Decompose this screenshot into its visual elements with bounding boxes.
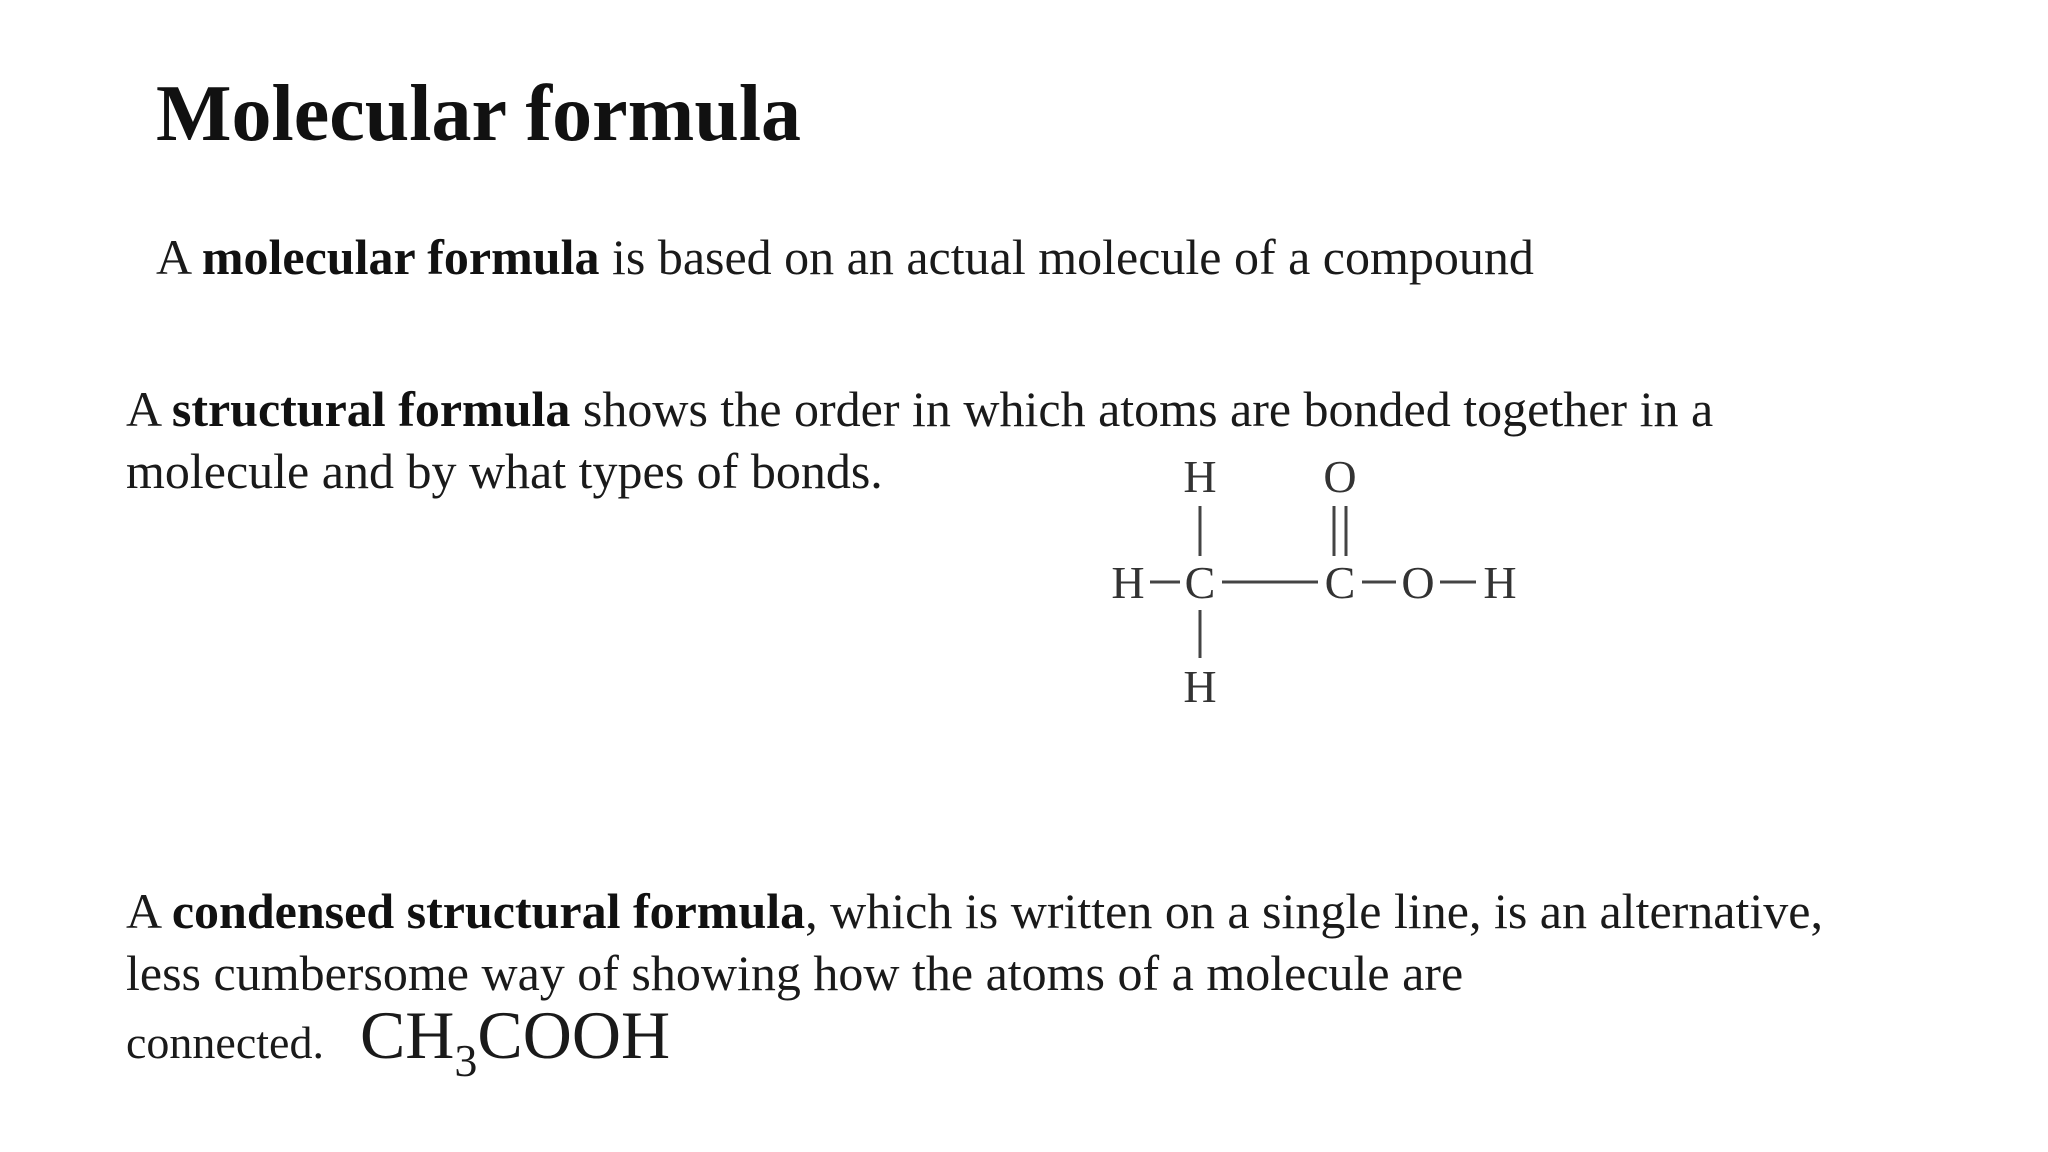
molecular-rest: is based on an actual molecule of a compound [599, 229, 1534, 285]
acetic-acid-structural-diagram [1100, 440, 1600, 720]
structural-prefix: A [126, 381, 172, 437]
formula-part-a: CH [359, 997, 455, 1073]
atom-c2: C [1324, 557, 1356, 608]
atom-h-left: H [1111, 557, 1145, 608]
molecular-formula-definition [156, 226, 1534, 288]
atom-o-right: O [1401, 557, 1435, 608]
condensed-formula-definition [126, 880, 1826, 1086]
page-title: Molecular formula [156, 70, 802, 158]
formula-subscript: 3 [454, 1035, 478, 1086]
atom-h-right: H [1483, 557, 1517, 608]
condensed-rest: , which is written on a single line, is an alternative, less cumbersome way of showing how the atoms of a molecule are [126, 883, 1823, 1001]
atom-h-bottom: H [1183, 661, 1217, 712]
condensed-formula [359, 997, 671, 1086]
structural-rest: shows the order in which atoms are bonded together in a molecule and by what types of bonds. [126, 381, 1714, 499]
atom-c1: C [1184, 557, 1216, 608]
molecular-prefix: A [156, 229, 202, 285]
atom-h-top: H [1183, 451, 1217, 502]
condensed-term: condensed structural formula [171, 883, 806, 939]
formula-part-b: COOH [477, 997, 671, 1073]
molecular-term: molecular formula [201, 229, 600, 285]
condensed-prefix: A [126, 883, 172, 939]
condensed-end: connected. [126, 1017, 324, 1068]
structural-term: structural formula [171, 381, 571, 437]
atom-o-top: O [1323, 451, 1357, 502]
